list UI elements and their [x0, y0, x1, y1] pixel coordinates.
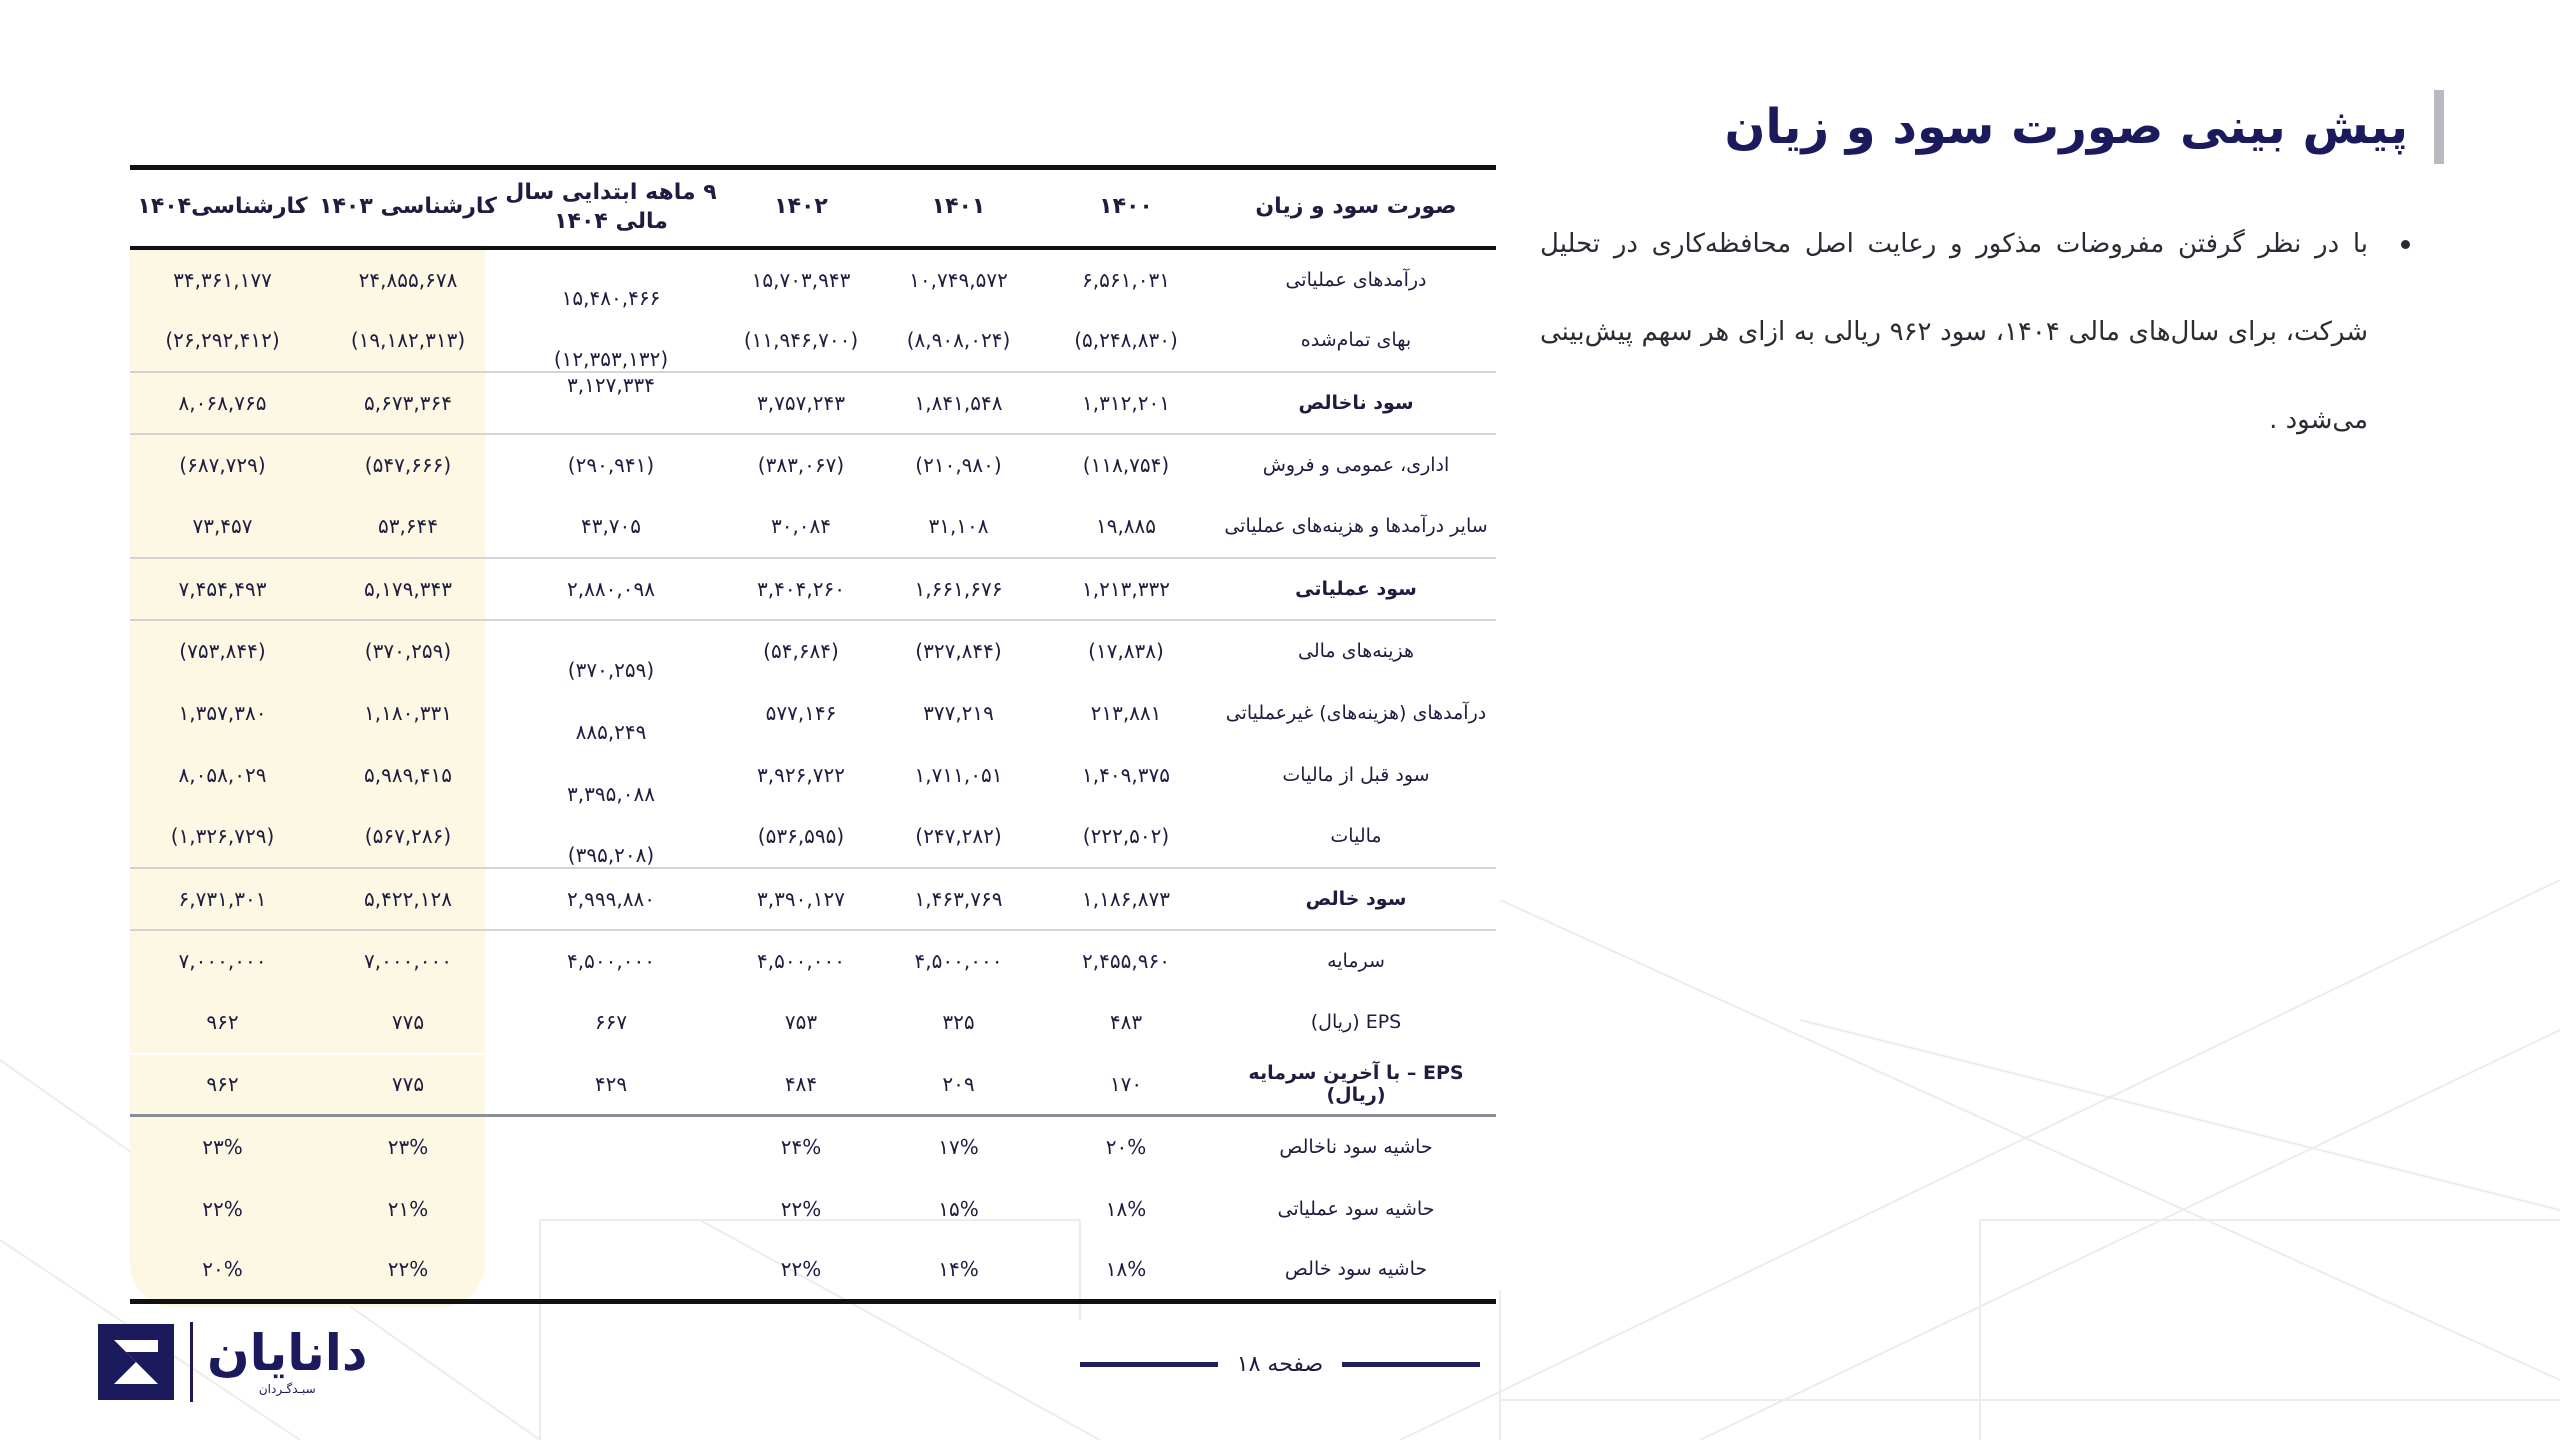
table-row — [130, 682, 1496, 744]
cell: ۱۵,۴۸۰,۴۶۶ — [561, 285, 661, 310]
cell: ۳۴,۳۶۱,۱۷۷ — [173, 267, 272, 292]
row-label: درآمدهای (هزینه‌های) غیرعملیاتی — [1225, 701, 1487, 724]
table-row — [130, 434, 1496, 496]
header-expert-1404: کارشناسی۱۴۰۴ — [130, 168, 315, 248]
table-row — [130, 1116, 1496, 1178]
table-header-row — [130, 168, 1496, 248]
cell: ۵۳,۶۴۴ — [315, 496, 501, 558]
cell: (۲۹۰,۹۴۱) — [567, 453, 655, 477]
header-1402: ۱۴۰۲ — [721, 168, 881, 248]
title-block — [1724, 88, 2432, 166]
bullet-text — [1540, 200, 2410, 464]
bullet-text-content: با در نظر گرفتن مفروضات مذکور و رعایت اصل محافظه‌کاری در تحلیل شرکت، برای سال‌های مالی ۱۴۰۴، سود ۹۶۲ ریالی به ازای هر سهم پیش‌بینی می‌شود . — [1540, 229, 2368, 435]
row-label: سایر درآمدها و هزینه‌های عملیاتی — [1216, 496, 1496, 558]
cell: ۵,۶۷۳,۳۶۴ — [315, 372, 501, 434]
cell: ۳,۳۹۵,۰۸۸ — [567, 781, 655, 806]
table-row — [130, 310, 1496, 372]
table-row — [130, 868, 1496, 930]
cell: ۶,۷۳۱,۳۰۱ — [130, 868, 315, 930]
cell: ۱,۸۴۱,۵۴۸ — [881, 372, 1036, 434]
cell: ۲۲% — [202, 1196, 243, 1221]
page-title: پیش بینی صورت سود و زیان — [1724, 99, 2408, 155]
cell: ۲۲% — [315, 1240, 501, 1302]
cell: ۱,۴۶۳,۷۶۹ — [881, 868, 1036, 930]
row-label: مالیات — [1216, 806, 1496, 868]
cell: ۱۵,۷۰۳,۹۴۳ — [751, 267, 851, 292]
cell: ۱,۷۱۱,۰۵۱ — [914, 762, 1003, 787]
cell: ۳۲۵ — [942, 1010, 975, 1034]
cell: ۲,۹۹۹,۸۸۰ — [501, 868, 721, 930]
cell: ۳۷۷,۲۱۹ — [923, 700, 994, 725]
cell: ۷۷۵ — [315, 1054, 501, 1116]
row-label: حاشیه سود ناخالص — [1279, 1136, 1433, 1159]
cell: (۷۵۳,۸۴۴) — [179, 639, 266, 663]
row-label: اداری، عمومی و فروش — [1262, 454, 1450, 476]
cell: ۲,۸۸۰,۰۹۸ — [501, 558, 721, 620]
logo-tagline: سبـدگـردان — [258, 1382, 316, 1396]
table-row — [130, 1054, 1496, 1116]
logo-name: دانایان — [207, 1324, 368, 1382]
cell: ۳,۷۵۷,۲۴۳ — [721, 372, 881, 434]
cell: (۵۳۶,۵۹۵) — [721, 806, 881, 868]
cell: ۱۹,۸۸۵ — [1036, 496, 1216, 558]
cell: ۱۰,۷۴۹,۵۷۲ — [909, 267, 1008, 292]
cell: (۳۸۳,۰۶۷) — [757, 453, 845, 477]
income-statement-table-wrap — [130, 165, 1496, 1307]
cell — [501, 1240, 721, 1302]
table-row — [130, 930, 1496, 992]
row-label: سود قبل از مالیات — [1282, 763, 1430, 786]
cell: ۵,۱۷۹,۳۴۳ — [315, 558, 501, 620]
income-statement-table — [130, 165, 1496, 1304]
cell: ۹۶۲ — [206, 1010, 239, 1034]
table-row — [130, 744, 1496, 806]
cell: (۵,۲۴۸,۸۳۰) — [1036, 310, 1216, 372]
table-row — [130, 806, 1496, 868]
row-label: سود خالص — [1216, 868, 1496, 930]
cell: ۳,۴۰۴,۲۶۰ — [721, 558, 881, 620]
cell: ۱,۱۸۶,۸۷۳ — [1036, 868, 1216, 930]
cell: (۳۹۵,۲۰۸) — [501, 806, 721, 868]
table-row — [130, 1240, 1496, 1302]
page-number: صفحه ۱۸ — [1236, 1351, 1324, 1377]
cell: ۷,۰۰۰,۰۰۰ — [364, 949, 452, 973]
cell: ۲۳% — [387, 1135, 429, 1160]
cell: ۲۲% — [721, 1240, 881, 1302]
row-label: حاشیه سود عملیاتی — [1277, 1197, 1435, 1220]
cell: ۵۷۷,۱۴۶ — [765, 700, 837, 725]
cell: ۸,۰۵۸,۰۲۹ — [178, 762, 267, 787]
cell: ۸,۰۶۸,۷۶۵ — [130, 372, 315, 434]
bullet-dot-icon — [2401, 240, 2410, 249]
cell: (۱۹,۱۸۲,۳۱۳) — [315, 310, 501, 372]
cell: (۲۴۷,۲۸۲) — [881, 806, 1036, 868]
table-row — [130, 620, 1496, 682]
cell: ۱۷۰ — [1036, 1054, 1216, 1116]
cell: (۱۱۸,۷۵۴) — [1082, 453, 1170, 477]
logo-wordmark — [207, 1324, 368, 1396]
table-row — [130, 248, 1496, 310]
cell: ۲۰۹ — [881, 1054, 1036, 1116]
cell: ۳۰,۰۸۴ — [721, 496, 881, 558]
cell: ۲۴% — [780, 1135, 822, 1160]
cell: (۱,۳۲۶,۷۲۹) — [130, 806, 315, 868]
header-1400: ۱۴۰۰ — [1036, 168, 1216, 248]
cell: ۶۶۷ — [594, 1010, 628, 1034]
header-statement: صورت سود و زیان — [1216, 168, 1496, 248]
cell: ۱,۳۱۲,۲۰۱ — [1036, 372, 1216, 434]
cell: ۲,۴۵۵,۹۶۰ — [1082, 949, 1170, 973]
header-1401: ۱۴۰۱ — [881, 168, 1036, 248]
cell: (۵۴۷,۶۶۶) — [364, 453, 452, 477]
cell: (۳۷۰,۲۵۹) — [567, 657, 655, 682]
cell: (۱۷,۸۳۸) — [1088, 639, 1164, 663]
cell: ۱۵% — [938, 1196, 979, 1221]
cell: ۲۴,۸۵۵,۶۷۸ — [358, 267, 458, 292]
cell: (۶۸۷,۷۲۹) — [179, 453, 266, 477]
cell: ۷۵۳ — [784, 1010, 818, 1034]
cell: (۲۶,۲۹۲,۴۱۲) — [130, 310, 315, 372]
cell: ۷۷۵ — [391, 1010, 425, 1034]
cell: ۷,۴۵۴,۴۹۳ — [130, 558, 315, 620]
company-logo — [96, 1320, 368, 1404]
table-row — [130, 372, 1496, 434]
cell: (۲۱۰,۹۸۰) — [915, 453, 1002, 477]
footer-line-right — [1342, 1362, 1480, 1367]
summary-bullet — [1540, 200, 2410, 464]
cell: ۱,۲۱۳,۳۳۲ — [1036, 558, 1216, 620]
row-label: EPS – با آخرین سرمایه (ریال) — [1216, 1054, 1496, 1116]
cell: ۳,۱۲۷,۳۳۴ — [501, 372, 721, 434]
cell: ۴۳,۷۰۵ — [501, 496, 721, 558]
cell: ۵,۹۸۹,۴۱۵ — [364, 762, 452, 787]
cell: (۱۲,۳۵۳,۱۳۲) — [501, 310, 721, 372]
cell: ۲۳% — [202, 1135, 243, 1160]
cell: ۴,۵۰۰,۰۰۰ — [567, 949, 655, 973]
cell — [501, 1116, 721, 1178]
row-label: سود عملیاتی — [1216, 558, 1496, 620]
row-label: حاشیه سود خالص — [1216, 1240, 1496, 1302]
cell: ۲۲% — [780, 1196, 822, 1221]
cell: ۲۱۳,۸۸۱ — [1090, 700, 1162, 725]
cell: ۳,۳۹۰,۱۲۷ — [721, 868, 881, 930]
title-accent-bar — [2434, 90, 2444, 164]
cell: ۷۳,۴۵۷ — [130, 496, 315, 558]
row-label: EPS (ریال) — [1310, 1011, 1402, 1033]
cell: ۹۶۲ — [130, 1054, 315, 1116]
cell: (۸,۹۰۸,۰۲۴) — [881, 310, 1036, 372]
row-label: هزینه‌های مالی — [1297, 640, 1415, 662]
cell: ۴۸۴ — [721, 1054, 881, 1116]
cell: ۳۱,۱۰۸ — [881, 496, 1036, 558]
cell: ۲۱% — [387, 1196, 429, 1221]
cell: ۴۸۳ — [1109, 1010, 1143, 1034]
cell: ۱,۱۸۰,۳۳۱ — [364, 700, 452, 725]
cell: ۴۲۹ — [501, 1054, 721, 1116]
cell: ۴,۵۰۰,۰۰۰ — [757, 949, 845, 973]
table-row — [130, 992, 1496, 1054]
cell: ۱۸% — [1036, 1240, 1216, 1302]
cell: (۱۱,۹۴۶,۷۰۰) — [721, 310, 881, 372]
cell: ۱۴% — [881, 1240, 1036, 1302]
cell: ۸۸۵,۲۴۹ — [575, 719, 647, 744]
cell: ۱,۴۰۹,۳۷۵ — [1082, 762, 1170, 787]
table-row — [130, 496, 1496, 558]
cell: (۳۷۰,۲۵۹) — [364, 639, 452, 663]
cell: ۶,۵۶۱,۰۳۱ — [1082, 267, 1170, 292]
table-row — [130, 1178, 1496, 1240]
page-footer — [1080, 1342, 1480, 1386]
cell: ۷,۰۰۰,۰۰۰ — [178, 949, 267, 973]
cell: ۲۰% — [130, 1240, 315, 1302]
cell: (۵۶۷,۲۸۶) — [315, 806, 501, 868]
table-row — [130, 558, 1496, 620]
row-label: بهای تمام‌شده — [1216, 310, 1496, 372]
footer-line-left — [1080, 1362, 1218, 1367]
cell: ۱,۶۶۱,۶۷۶ — [881, 558, 1036, 620]
cell: ۵,۴۲۲,۱۲۸ — [315, 868, 501, 930]
cell: (۳۲۷,۸۴۴) — [915, 639, 1002, 663]
cell: ۱,۳۵۷,۳۸۰ — [178, 700, 267, 725]
cell: ۳,۹۲۶,۷۲۲ — [757, 762, 845, 787]
header-expert-1403: کارشناسی ۱۴۰۳ — [315, 168, 501, 248]
cell — [501, 1178, 721, 1240]
cell: ۴,۵۰۰,۰۰۰ — [914, 949, 1003, 973]
row-label: درآمدهای عملیاتی — [1285, 268, 1427, 291]
row-label: سود ناخالص — [1216, 372, 1496, 434]
row-label: سرمایه — [1327, 950, 1385, 972]
cell: (۵۴,۶۸۴) — [763, 639, 839, 663]
cell: ۱۸% — [1105, 1196, 1147, 1221]
cell: (۲۲۲,۵۰۲) — [1036, 806, 1216, 868]
logo-divider — [190, 1322, 193, 1402]
cell: ۱۷% — [938, 1135, 979, 1160]
logo-mark-icon — [96, 1322, 176, 1402]
cell: ۲۰% — [1105, 1135, 1147, 1160]
header-9month-1404: ۹ ماهه ابتدایی سال مالی ۱۴۰۴ — [501, 168, 721, 248]
